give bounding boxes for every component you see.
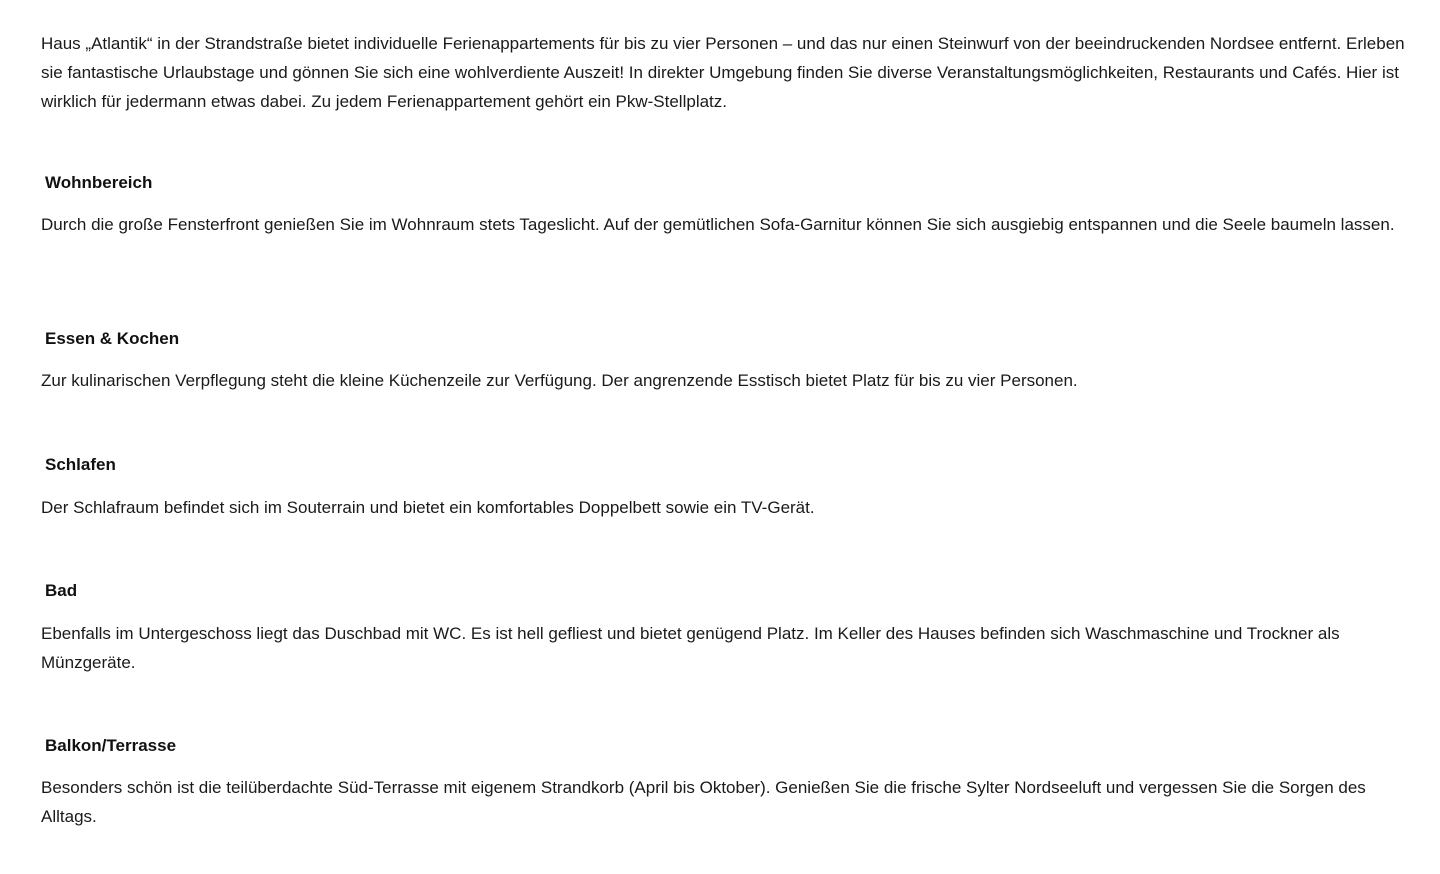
section-heading-wohnbereich: Wohnbereich: [45, 173, 153, 192]
section-text-bad: Ebenfalls im Untergeschoss liegt das Duschbad mit WC. Es ist hell gefliest und bietet genügend Platz. Im Keller des Hauses befinden sich Waschmaschine und Trockner als Münzgeräte.: [41, 624, 1340, 672]
intro-paragraph: Haus „Atlantik“ in der Strandstraße bietet individuelle Ferienappartements für bis zu vier Personen – und das nur einen Steinwurf von der beeindruckenden Nordsee entfernt. Erleben sie fantastische Urlaubstage und gönnen Sie sich eine wohlverdiente Auszeit! In direkter Umgebung finden Sie diverse Veranstaltungsmöglichkeiten, Restaurants und Cafés. Hier ist wirklich für jedermann etwas dabei. Zu jedem Ferienappartement gehört ein Pkw-Stellplatz.: [41, 34, 1405, 111]
section-heading-essen-kochen: Essen & Kochen: [45, 329, 180, 348]
section-text-wohnbereich: Durch die große Fensterfront genießen Sie im Wohnraum stets Tageslicht. Auf der gemütlichen Sofa-Garnitur können Sie sich ausgiebig entspannen und die Seele baumeln lassen.: [41, 215, 1395, 234]
section-heading-bad: Bad: [45, 581, 78, 600]
section-heading-balkon-terrasse: Balkon/Terrasse: [45, 736, 177, 755]
section-text-essen-kochen: Zur kulinarischen Verpflegung steht die kleine Küchenzeile zur Verfügung. Der angrenzende Esstisch bietet Platz für bis zu vier Personen.: [41, 371, 1078, 390]
section-text-balkon-terrasse: Besonders schön ist die teilüberdachte Süd-Terrasse mit eigenem Strandkorb (April bis Oktober). Genießen Sie die frische Sylter Nordseeluft und vergessen Sie die Sorgen des Alltags.: [41, 778, 1366, 826]
section-text-schlafen: Der Schlafraum befindet sich im Souterrain und bietet ein komfortables Doppelbett sowie ein TV-Gerät.: [41, 498, 815, 517]
section-heading-schlafen: Schlafen: [45, 455, 116, 474]
